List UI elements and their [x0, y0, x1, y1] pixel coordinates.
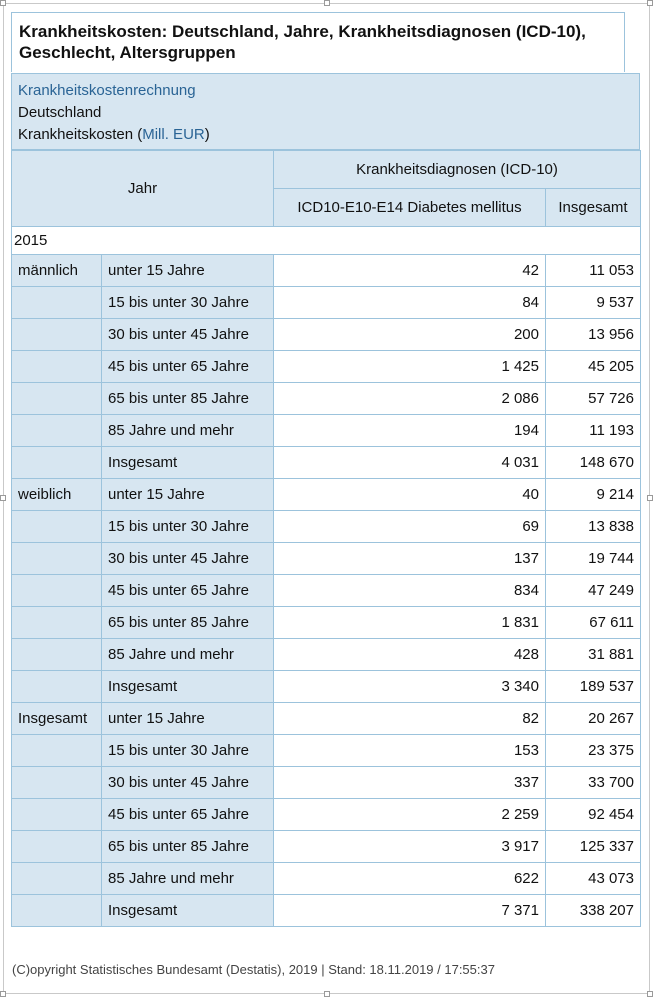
total-value-cell: 57 726 — [546, 383, 641, 415]
table-row — [12, 895, 641, 927]
table-row — [12, 383, 641, 415]
age-group-cell: 65 bis unter 85 Jahre — [102, 831, 274, 863]
table-row — [12, 799, 641, 831]
sex-cell — [12, 415, 102, 447]
age-group-cell: Insgesamt — [102, 895, 274, 927]
sex-cell — [12, 543, 102, 575]
total-value-cell: 31 881 — [546, 639, 641, 671]
total-value-cell: 189 537 — [546, 671, 641, 703]
age-group-cell: unter 15 Jahre — [102, 703, 274, 735]
table-row — [12, 575, 641, 607]
total-value-cell: 20 267 — [546, 703, 641, 735]
diagnosis-group-header: Krankheitsdiagnosen (ICD-10) — [274, 151, 641, 189]
resize-handle-top-left[interactable] — [0, 0, 6, 6]
total-value-cell: 47 249 — [546, 575, 641, 607]
diabetes-value-cell: 194 — [274, 415, 546, 447]
diabetes-value-cell: 1 831 — [274, 607, 546, 639]
table-row — [12, 543, 641, 575]
table-row — [12, 607, 641, 639]
resize-handle-middle-left[interactable] — [0, 495, 6, 501]
age-group-cell: unter 15 Jahre — [102, 255, 274, 287]
sex-cell — [12, 575, 102, 607]
diabetes-value-cell: 7 371 — [274, 895, 546, 927]
age-group-cell: 30 bis unter 45 Jahre — [102, 319, 274, 351]
sex-cell — [12, 287, 102, 319]
total-value-cell: 125 337 — [546, 831, 641, 863]
total-value-cell: 43 073 — [546, 863, 641, 895]
age-group-cell: 65 bis unter 85 Jahre — [102, 607, 274, 639]
resize-handle-top-center[interactable] — [324, 0, 330, 6]
sex-cell — [12, 447, 102, 479]
table-row — [12, 735, 641, 767]
sex-cell — [12, 511, 102, 543]
diabetes-value-cell: 2 259 — [274, 799, 546, 831]
resize-handle-bottom-left[interactable] — [0, 991, 6, 997]
resize-handle-bottom-right[interactable] — [647, 991, 653, 997]
total-value-cell: 13 838 — [546, 511, 641, 543]
sex-cell — [12, 607, 102, 639]
table-row — [12, 511, 641, 543]
table-metadata — [11, 73, 640, 150]
total-value-cell: 33 700 — [546, 767, 641, 799]
table-row — [12, 479, 641, 511]
table-body — [12, 227, 641, 927]
resize-handle-top-right[interactable] — [647, 0, 653, 6]
table-row — [12, 287, 641, 319]
total-value-cell: 19 744 — [546, 543, 641, 575]
table-row — [12, 863, 641, 895]
sex-cell — [12, 767, 102, 799]
total-value-cell: 67 611 — [546, 607, 641, 639]
total-value-cell: 92 454 — [546, 799, 641, 831]
sex-cell: Insgesamt — [12, 703, 102, 735]
diabetes-value-cell: 84 — [274, 287, 546, 319]
table-title: Krankheitskosten: Deutschland, Jahre, Krankheitsdiagnosen (ICD-10), Geschlecht, Altersgruppen — [11, 12, 625, 72]
total-value-cell: 11 053 — [546, 255, 641, 287]
sex-cell — [12, 639, 102, 671]
sex-cell: weiblich — [12, 479, 102, 511]
total-value-cell: 148 670 — [546, 447, 641, 479]
table-row — [12, 415, 641, 447]
age-group-cell: Insgesamt — [102, 447, 274, 479]
total-value-cell: 13 956 — [546, 319, 641, 351]
sex-cell — [12, 799, 102, 831]
sex-cell — [12, 319, 102, 351]
resize-handle-middle-right[interactable] — [647, 495, 653, 501]
diabetes-value-cell: 82 — [274, 703, 546, 735]
age-group-cell: 15 bis unter 30 Jahre — [102, 735, 274, 767]
sex-cell — [12, 863, 102, 895]
source-label: Krankheitskostenrechnung — [18, 82, 196, 99]
data-table — [11, 150, 641, 927]
diabetes-value-cell: 40 — [274, 479, 546, 511]
diabetes-value-cell: 137 — [274, 543, 546, 575]
age-group-cell: 85 Jahre und mehr — [102, 863, 274, 895]
age-group-cell: 45 bis unter 65 Jahre — [102, 351, 274, 383]
age-group-cell: 45 bis unter 65 Jahre — [102, 575, 274, 607]
age-group-cell: 85 Jahre und mehr — [102, 639, 274, 671]
diabetes-value-cell: 69 — [274, 511, 546, 543]
sex-cell: männlich — [12, 255, 102, 287]
diabetes-value-cell: 1 425 — [274, 351, 546, 383]
diabetes-column-header: ICD10-E10-E14 Diabetes mellitus — [274, 189, 546, 227]
age-group-cell: unter 15 Jahre — [102, 479, 274, 511]
diabetes-value-cell: 834 — [274, 575, 546, 607]
table-row — [12, 831, 641, 863]
diabetes-value-cell: 3 340 — [274, 671, 546, 703]
table-row — [12, 671, 641, 703]
region-label: Deutschland — [18, 104, 102, 121]
total-value-cell: 11 193 — [546, 415, 641, 447]
sex-cell — [12, 895, 102, 927]
total-value-cell: 338 207 — [546, 895, 641, 927]
diabetes-value-cell: 622 — [274, 863, 546, 895]
diabetes-value-cell: 153 — [274, 735, 546, 767]
total-value-cell: 9 537 — [546, 287, 641, 319]
sex-cell — [12, 671, 102, 703]
copyright-footer: (C)opyright Statistisches Bundesamt (Destatis), 2019 | Stand: 18.11.2019 / 17:55:37 — [12, 962, 495, 977]
age-group-cell: 30 bis unter 45 Jahre — [102, 767, 274, 799]
diabetes-value-cell: 42 — [274, 255, 546, 287]
total-value-cell: 23 375 — [546, 735, 641, 767]
year-column-header: Jahr — [12, 151, 274, 227]
diabetes-value-cell: 200 — [274, 319, 546, 351]
table-row — [12, 639, 641, 671]
age-group-cell: 85 Jahre und mehr — [102, 415, 274, 447]
sex-cell — [12, 831, 102, 863]
age-group-cell: 15 bis unter 30 Jahre — [102, 511, 274, 543]
measure-label — [18, 124, 633, 146]
table-row — [12, 447, 641, 479]
measure-close: ) — [204, 126, 210, 143]
total-value-cell: 9 214 — [546, 479, 641, 511]
age-group-cell: 30 bis unter 45 Jahre — [102, 543, 274, 575]
sex-cell — [12, 735, 102, 767]
diabetes-value-cell: 3 917 — [274, 831, 546, 863]
table-row — [12, 767, 641, 799]
age-group-cell: Insgesamt — [102, 671, 274, 703]
unit-link[interactable]: Mill. EUR — [142, 126, 205, 143]
diabetes-value-cell: 337 — [274, 767, 546, 799]
age-group-cell: 65 bis unter 85 Jahre — [102, 383, 274, 415]
year-row: 2015 — [12, 227, 641, 255]
resize-handle-bottom-center[interactable] — [324, 991, 330, 997]
total-column-header: Insgesamt — [546, 189, 641, 227]
total-value-cell: 45 205 — [546, 351, 641, 383]
age-group-cell: 45 bis unter 65 Jahre — [102, 799, 274, 831]
table-row — [12, 319, 641, 351]
sex-cell — [12, 383, 102, 415]
table-row — [12, 255, 641, 287]
table-row — [12, 351, 641, 383]
diabetes-value-cell: 4 031 — [274, 447, 546, 479]
measure-name: Krankheitskosten ( — [18, 126, 143, 143]
age-group-cell: 15 bis unter 30 Jahre — [102, 287, 274, 319]
diabetes-value-cell: 2 086 — [274, 383, 546, 415]
table-row — [12, 703, 641, 735]
sex-cell — [12, 351, 102, 383]
diabetes-value-cell: 428 — [274, 639, 546, 671]
